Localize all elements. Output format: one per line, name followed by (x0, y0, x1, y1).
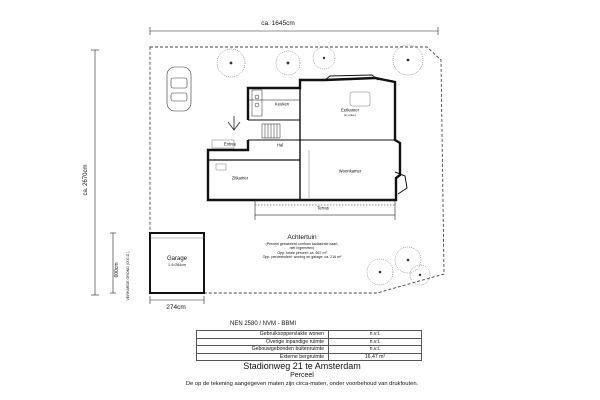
bottom-dimension-line (150, 296, 204, 304)
depth-dimension: ca. 2670cm (83, 164, 89, 196)
garage-size: 1.4×284cm (168, 263, 186, 267)
table-row (197, 346, 422, 354)
table-row (197, 353, 422, 361)
room-keuken: Keuken (274, 101, 290, 107)
room-hal: Hal (276, 142, 284, 148)
room-eetkamer: Eetkamer (341, 107, 359, 113)
drawing-subtitle: Perceel (290, 372, 314, 379)
garden-note-2: niet ingemeten) (289, 246, 315, 250)
room-entree: Entree (223, 141, 237, 147)
spec-value: 16,47 m² (329, 353, 422, 361)
garage-label: Garage (166, 256, 188, 262)
room-zitkamer: Zitkamer (231, 175, 249, 181)
spec-label: Gebouwgebonden buitenruimte (197, 346, 329, 354)
measurement-standard: NEN 2580 / NVM - BBMI (229, 321, 297, 327)
house-walls (208, 75, 407, 200)
address-title: Stadionweg 21 te Amsterdam (243, 361, 361, 371)
garden-note-3: Opp. totale perceel: ca. 667 m² (277, 251, 327, 255)
width-dimension: ca. 1645cm (261, 20, 295, 27)
spec-value: n.v.t. (329, 346, 422, 354)
garden-note-4: Opp. perceelsdeel: woning en garage: ca. 216 m² (262, 255, 342, 259)
spec-label: Overige inpandige ruimte (197, 338, 329, 346)
garage-side-note: VERHARDE GROND (O.G.D.) (126, 251, 130, 301)
table-row (197, 331, 422, 339)
room-terras: Terras (317, 205, 329, 211)
staircase (262, 124, 280, 138)
left-dimension-line (91, 50, 116, 295)
spec-label: Externe bergruimte (197, 353, 329, 361)
kitchen-counter (252, 90, 262, 116)
garden-title: Achtertuin (287, 234, 317, 241)
entrance-arrow-icon (228, 116, 240, 130)
garden-note-1: (Perceel gebaseerd conform kadastrale kaart, (265, 242, 339, 246)
spec-label: Gebruiksoppervlakte wonen (197, 331, 329, 339)
top-dimension-line (150, 27, 438, 35)
garage-side-dimension: 600cm (114, 262, 120, 278)
room-woonkamer: Woonkamer (338, 168, 362, 174)
disclaimer: De op de tekening aangegeven maten zijn circa-maten, onder voorbehoud van drukfouten. (185, 381, 419, 387)
room-eetkamer-sub: (in ontw.) (343, 113, 357, 117)
area-spec-table (196, 330, 422, 361)
table-row (197, 338, 422, 346)
front-dimension: 274cm (166, 304, 186, 311)
car-icon (167, 67, 191, 111)
spec-value: n.v.t. (329, 338, 422, 346)
spec-value: n.v.t. (329, 331, 422, 339)
